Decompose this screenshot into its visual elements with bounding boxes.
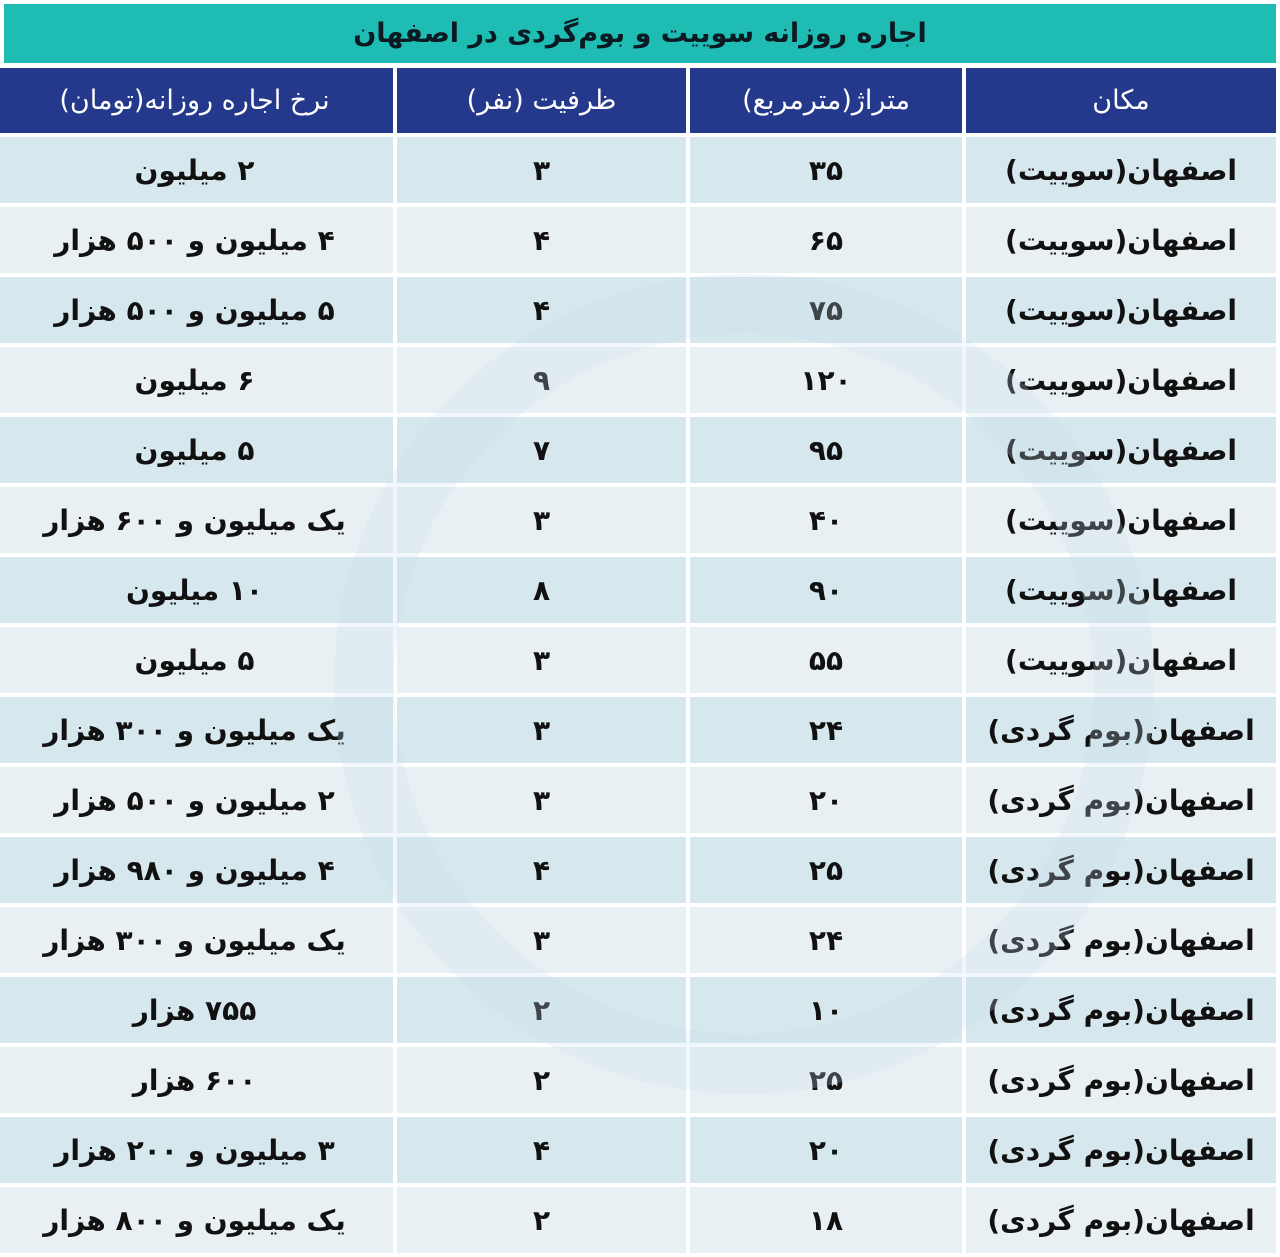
cell-location: اصفهان(بوم گردی) bbox=[966, 907, 1276, 973]
cell-price: ۶ میلیون bbox=[0, 347, 393, 413]
cell-location: اصفهان(سوییت) bbox=[966, 347, 1276, 413]
cell-area: ۹۵ bbox=[690, 417, 962, 483]
table-grid bbox=[4, 68, 1276, 1253]
table-row bbox=[4, 627, 1276, 693]
cell-location: اصفهان(سوییت) bbox=[966, 417, 1276, 483]
cell-price: ۷۵۵ هزار bbox=[0, 977, 393, 1043]
cell-area: ۱۸ bbox=[690, 1187, 962, 1253]
table-row bbox=[4, 557, 1276, 623]
cell-location: اصفهان(سوییت) bbox=[966, 487, 1276, 553]
cell-price: یک میلیون و ۳۰۰ هزار bbox=[0, 907, 393, 973]
cell-area: ۲۵ bbox=[690, 1047, 962, 1113]
cell-area: ۲۵ bbox=[690, 837, 962, 903]
cell-location: اصفهان(بوم گردی) bbox=[966, 837, 1276, 903]
cell-location: اصفهان(سوییت) bbox=[966, 627, 1276, 693]
cell-capacity: ۸ bbox=[397, 557, 686, 623]
cell-location: اصفهان(سوییت) bbox=[966, 277, 1276, 343]
cell-location: اصفهان(سوییت) bbox=[966, 137, 1276, 203]
cell-area: ۲۰ bbox=[690, 1117, 962, 1183]
header-price: نرخ اجاره روزانه(تومان) bbox=[0, 68, 393, 133]
cell-area: ۵۵ bbox=[690, 627, 962, 693]
cell-price: ۱۰ میلیون bbox=[0, 557, 393, 623]
cell-area: ۲۴ bbox=[690, 697, 962, 763]
cell-area: ۹۰ bbox=[690, 557, 962, 623]
cell-capacity: ۲ bbox=[397, 1187, 686, 1253]
table-row bbox=[4, 1187, 1276, 1253]
cell-price: ۵ میلیون bbox=[0, 627, 393, 693]
table-row bbox=[4, 277, 1276, 343]
cell-location: اصفهان(سوییت) bbox=[966, 207, 1276, 273]
cell-location: اصفهان(سوییت) bbox=[966, 557, 1276, 623]
table-title: اجاره روزانه سوییت و بوم‌گردی در اصفهان bbox=[4, 4, 1276, 63]
table-row bbox=[4, 767, 1276, 833]
cell-capacity: ۳ bbox=[397, 767, 686, 833]
table-row bbox=[4, 837, 1276, 903]
table-row bbox=[4, 137, 1276, 203]
cell-capacity: ۴ bbox=[397, 207, 686, 273]
cell-area: ۱۲۰ bbox=[690, 347, 962, 413]
cell-location: اصفهان(بوم گردی) bbox=[966, 1047, 1276, 1113]
table-row bbox=[4, 1117, 1276, 1183]
cell-price: یک میلیون و ۶۰۰ هزار bbox=[0, 487, 393, 553]
table-row bbox=[4, 977, 1276, 1043]
table-row bbox=[4, 417, 1276, 483]
header-location: مکان bbox=[966, 68, 1276, 133]
table-row bbox=[4, 487, 1276, 553]
cell-location: اصفهان(بوم گردی) bbox=[966, 767, 1276, 833]
cell-area: ۲۴ bbox=[690, 907, 962, 973]
cell-area: ۶۵ bbox=[690, 207, 962, 273]
cell-capacity: ۲ bbox=[397, 1047, 686, 1113]
cell-location: اصفهان(بوم گردی) bbox=[966, 1187, 1276, 1253]
cell-location: اصفهان(بوم گردی) bbox=[966, 1117, 1276, 1183]
cell-area: ۷۵ bbox=[690, 277, 962, 343]
cell-capacity: ۹ bbox=[397, 347, 686, 413]
cell-price: ۴ میلیون و ۹۸۰ هزار bbox=[0, 837, 393, 903]
cell-price: یک میلیون و ۳۰۰ هزار bbox=[0, 697, 393, 763]
table-header-row bbox=[4, 68, 1276, 133]
cell-price: ۵ میلیون و ۵۰۰ هزار bbox=[0, 277, 393, 343]
cell-price: ۲ میلیون و ۵۰۰ هزار bbox=[0, 767, 393, 833]
cell-area: ۱۰ bbox=[690, 977, 962, 1043]
cell-price: ۲ میلیون bbox=[0, 137, 393, 203]
rental-table bbox=[4, 4, 1276, 1257]
table-row bbox=[4, 1047, 1276, 1113]
cell-capacity: ۳ bbox=[397, 487, 686, 553]
cell-location: اصفهان(بوم گردی) bbox=[966, 977, 1276, 1043]
cell-capacity: ۳ bbox=[397, 137, 686, 203]
cell-price: ۴ میلیون و ۵۰۰ هزار bbox=[0, 207, 393, 273]
cell-capacity: ۴ bbox=[397, 1117, 686, 1183]
cell-capacity: ۲ bbox=[397, 977, 686, 1043]
cell-area: ۴۰ bbox=[690, 487, 962, 553]
cell-capacity: ۳ bbox=[397, 907, 686, 973]
header-capacity: ظرفیت (نفر) bbox=[397, 68, 686, 133]
cell-area: ۳۵ bbox=[690, 137, 962, 203]
cell-price: ۳ میلیون و ۲۰۰ هزار bbox=[0, 1117, 393, 1183]
cell-capacity: ۳ bbox=[397, 627, 686, 693]
cell-capacity: ۳ bbox=[397, 697, 686, 763]
table-row bbox=[4, 697, 1276, 763]
cell-capacity: ۴ bbox=[397, 277, 686, 343]
table-row bbox=[4, 207, 1276, 273]
cell-capacity: ۷ bbox=[397, 417, 686, 483]
cell-capacity: ۴ bbox=[397, 837, 686, 903]
cell-price: ۶۰۰ هزار bbox=[0, 1047, 393, 1113]
cell-price: یک میلیون و ۸۰۰ هزار bbox=[0, 1187, 393, 1253]
cell-location: اصفهان(بوم گردی) bbox=[966, 697, 1276, 763]
table-row bbox=[4, 907, 1276, 973]
cell-area: ۲۰ bbox=[690, 767, 962, 833]
cell-price: ۵ میلیون bbox=[0, 417, 393, 483]
table-row bbox=[4, 347, 1276, 413]
header-area: متراژ(مترمربع) bbox=[690, 68, 962, 133]
